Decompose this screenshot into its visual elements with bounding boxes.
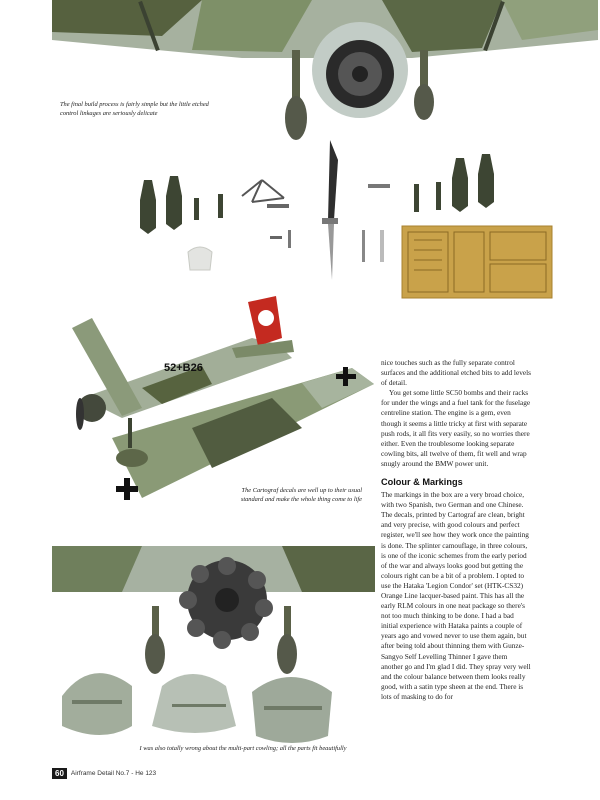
page-footer bbox=[52, 766, 232, 780]
page-number: 60 bbox=[52, 768, 67, 779]
photo-aircraft-underside bbox=[52, 0, 598, 140]
engine-cowling-illustration bbox=[52, 536, 375, 766]
article-paragraph-2: You get some little SC50 bombs and their racks for under the wings and a fuel tank for the fuselage centreline station. The engine is a gem, even though it seems a little tricky at first with separate push rods, it all fits very easily, so no worries there either. Even the troublesome looking separate cowling bits, all twelve of them, fit well and wrap snugly around the BMW power unit. bbox=[381, 388, 531, 468]
publication-title: Airframe Detail No.7 - He 123 bbox=[70, 769, 157, 777]
article-paragraph-3: The markings in the box are a very broad choice, with two Spanish, two German and one Chinese. The decals, printed by Cartograf are clean, bright and very precise, with good colours and perfect register, we'll see how they work once the painting is done. The splinter camouflage, in three colours, is one of the iconic schemes from the early period of the war and always looks good but getting the colours right can be a bit of a problem. I opted to use the Hataka 'Legion Condor' set (HTK-CS32) Orange Line lacquer-based paint. This has all the early RLM colours in one neat package so there's not too much thinking to be done. I had a bad initial experience with Hataka paints a couple of years ago and vowed never to use them again, but after being told about thinning them with Gunze-Sangyo Self Levelling Thinner I gave them another go and I'm glad I did. They spray very well and the colour balance between them looks really good, with a satin type sheen at the end. There is lots of masking to do for bbox=[381, 490, 531, 701]
parts-illustration bbox=[52, 140, 598, 300]
caption-decals: The Cartograf decals are well up to their usual standard and make the whole thing come to life bbox=[240, 487, 362, 503]
caption-etched-linkages: The final build process is fairly simple but the little etched control linkages are seriously delicate bbox=[60, 101, 209, 117]
fuselage-code: 52+B26 bbox=[164, 362, 203, 374]
aircraft-underside-illustration bbox=[52, 0, 598, 140]
photo-engine-cowling bbox=[52, 536, 375, 766]
section-heading-colour-markings: Colour & Markings bbox=[381, 477, 463, 488]
article-text-column bbox=[381, 358, 531, 702]
caption-cowling: I was also totally wrong about the multi-part cowling; all the parts fit beautifully bbox=[139, 745, 347, 752]
photo-parts-layout bbox=[52, 140, 598, 300]
article-paragraph-1: nice touches such as the fully separate control surfaces and the additional etched bits to add levels of detail. bbox=[381, 358, 531, 388]
